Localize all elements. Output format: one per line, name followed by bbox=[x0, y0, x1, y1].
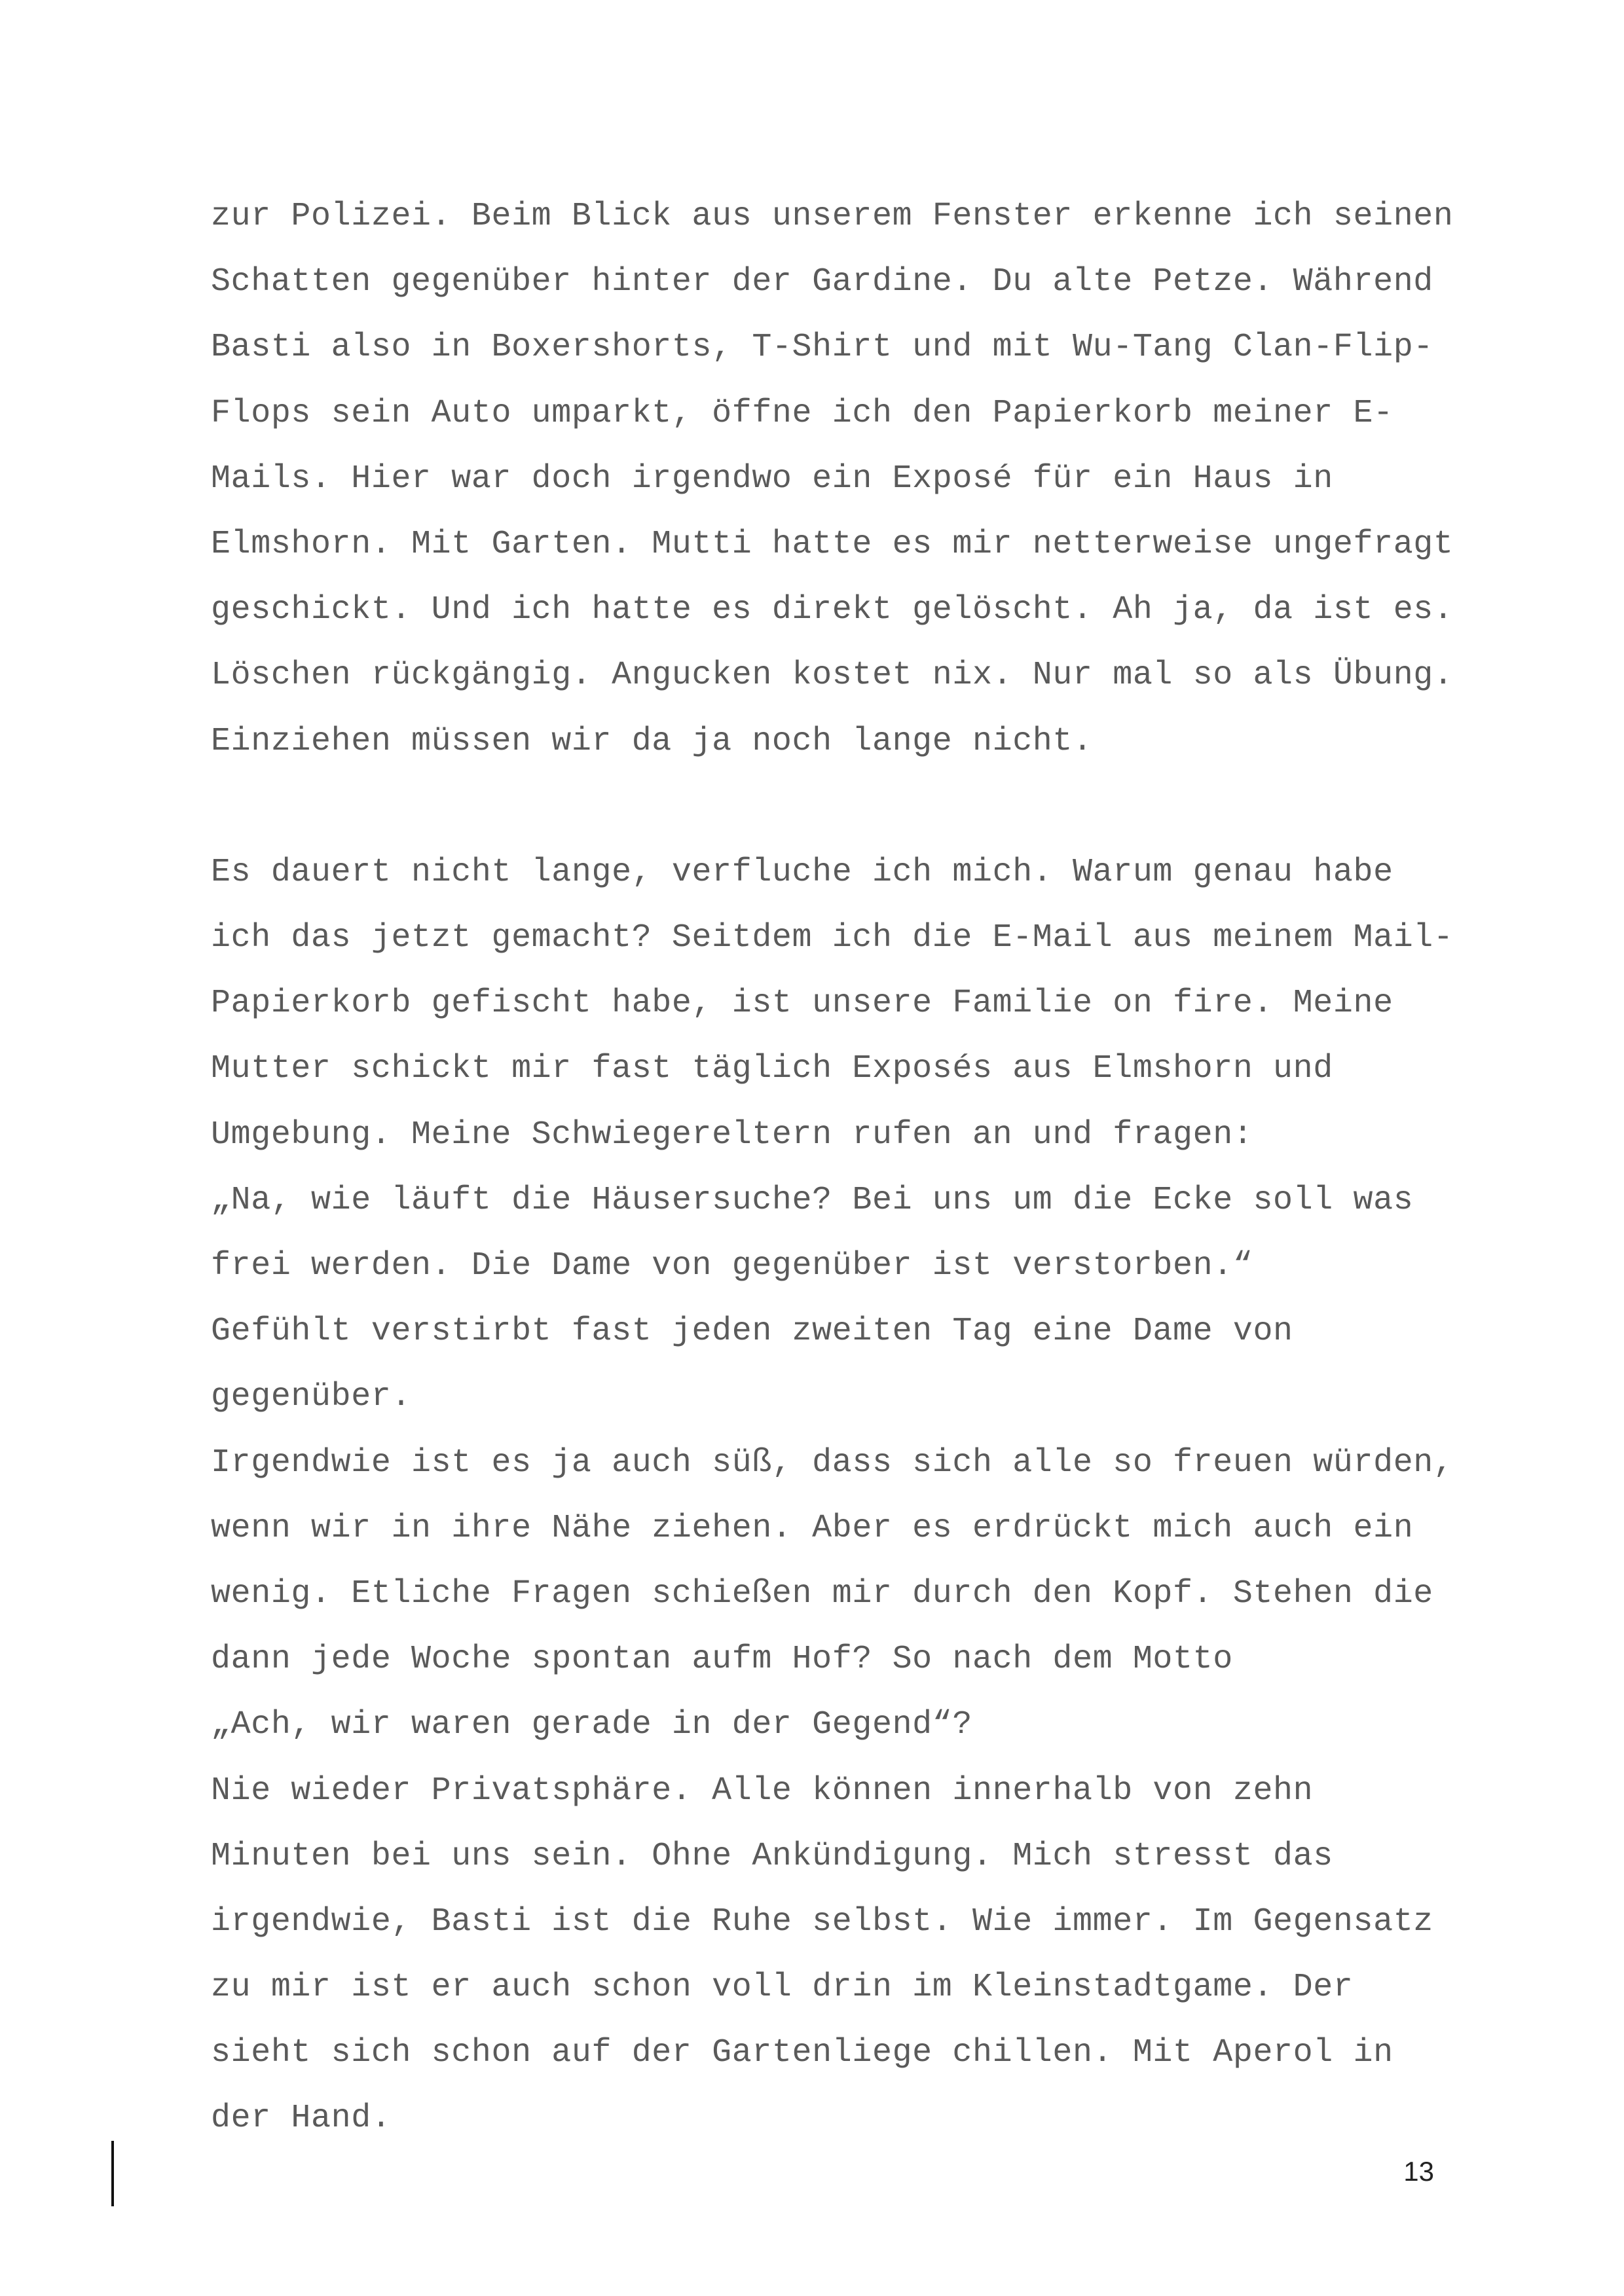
text-line: sieht sich schon auf der Gartenliege chillen. Mit Aperol in bbox=[211, 2034, 1393, 2072]
paragraph bbox=[211, 194, 1455, 784]
text-line: Es dauert nicht lange, verfluche ich mich. Warum genau habe bbox=[211, 853, 1393, 891]
paragraph bbox=[211, 850, 1455, 2162]
page-number: 13 bbox=[1403, 2156, 1434, 2187]
text-line: Löschen rückgängig. Angucken kostet nix. Nur mal so als Übung. bbox=[211, 657, 1454, 695]
text-line: irgendwie, Basti ist die Ruhe selbst. Wie immer. Im Gegensatz bbox=[211, 1903, 1433, 1941]
text-line: dann jede Woche spontan aufm Hof? So nach dem Motto bbox=[211, 1641, 1233, 1679]
text-line: der Hand. bbox=[211, 2100, 392, 2138]
margin-change-bar bbox=[111, 2141, 114, 2206]
paragraph-gap bbox=[211, 784, 1455, 850]
text-line: Schatten gegenüber hinter der Gardine. Du alte Petze. Während bbox=[211, 263, 1433, 301]
text-line: Umgebung. Meine Schwiegereltern rufen an und fragen: bbox=[211, 1116, 1253, 1154]
text-line: wenn wir in ihre Nähe ziehen. Aber es erdrückt mich auch ein bbox=[211, 1509, 1414, 1547]
text-line: Papierkorb gefischt habe, ist unsere Familie on fire. Meine bbox=[211, 985, 1393, 1023]
text-line: Irgendwie ist es ja auch süß, dass sich alle so freuen würden, bbox=[211, 1444, 1454, 1482]
text-line: Mutter schickt mir fast täglich Exposés aus Elmshorn und bbox=[211, 1050, 1333, 1088]
text-line: Nie wieder Privatsphäre. Alle können innerhalb von zehn bbox=[211, 1772, 1314, 1810]
text-line: gegenüber. bbox=[211, 1378, 412, 1416]
text-line: Gefühlt verstirbt fast jeden zweiten Tag eine Dame von bbox=[211, 1313, 1293, 1351]
text-line: zur Polizei. Beim Blick aus unserem Fenster erkenne ich seinen bbox=[211, 198, 1454, 235]
text-line: zu mir ist er auch schon voll drin im Kleinstadtgame. Der bbox=[211, 1969, 1354, 2007]
text-line: wenig. Etliche Fragen schießen mir durch den Kopf. Stehen die bbox=[211, 1575, 1433, 1613]
text-line: geschickt. Und ich hatte es direkt gelöscht. Ah ja, da ist es. bbox=[211, 591, 1454, 629]
text-line: Einziehen müssen wir da ja noch lange nicht. bbox=[211, 722, 1093, 760]
text-line: frei werden. Die Dame von gegenüber ist verstorben.“ bbox=[211, 1247, 1253, 1285]
text-line: ich das jetzt gemacht? Seitdem ich die E-Mail aus meinem Mail- bbox=[211, 919, 1454, 957]
document-body bbox=[211, 194, 1455, 2162]
text-line: Mails. Hier war doch irgendwo ein Exposé für ein Haus in bbox=[211, 460, 1333, 498]
text-line: „Na, wie läuft die Häusersuche? Bei uns um die Ecke soll was bbox=[211, 1181, 1414, 1219]
text-line: Basti also in Boxershorts, T-Shirt und mit Wu-Tang Clan-Flip- bbox=[211, 329, 1433, 367]
text-line: Flops sein Auto umparkt, öffne ich den Papierkorb meiner E- bbox=[211, 394, 1393, 432]
text-line: Elmshorn. Mit Garten. Mutti hatte es mir netterweise ungefragt bbox=[211, 525, 1454, 563]
text-line: „Ach, wir waren gerade in der Gegend“? bbox=[211, 1706, 972, 1744]
text-line: Minuten bei uns sein. Ohne Ankündigung. Mich stresst das bbox=[211, 1837, 1333, 1875]
